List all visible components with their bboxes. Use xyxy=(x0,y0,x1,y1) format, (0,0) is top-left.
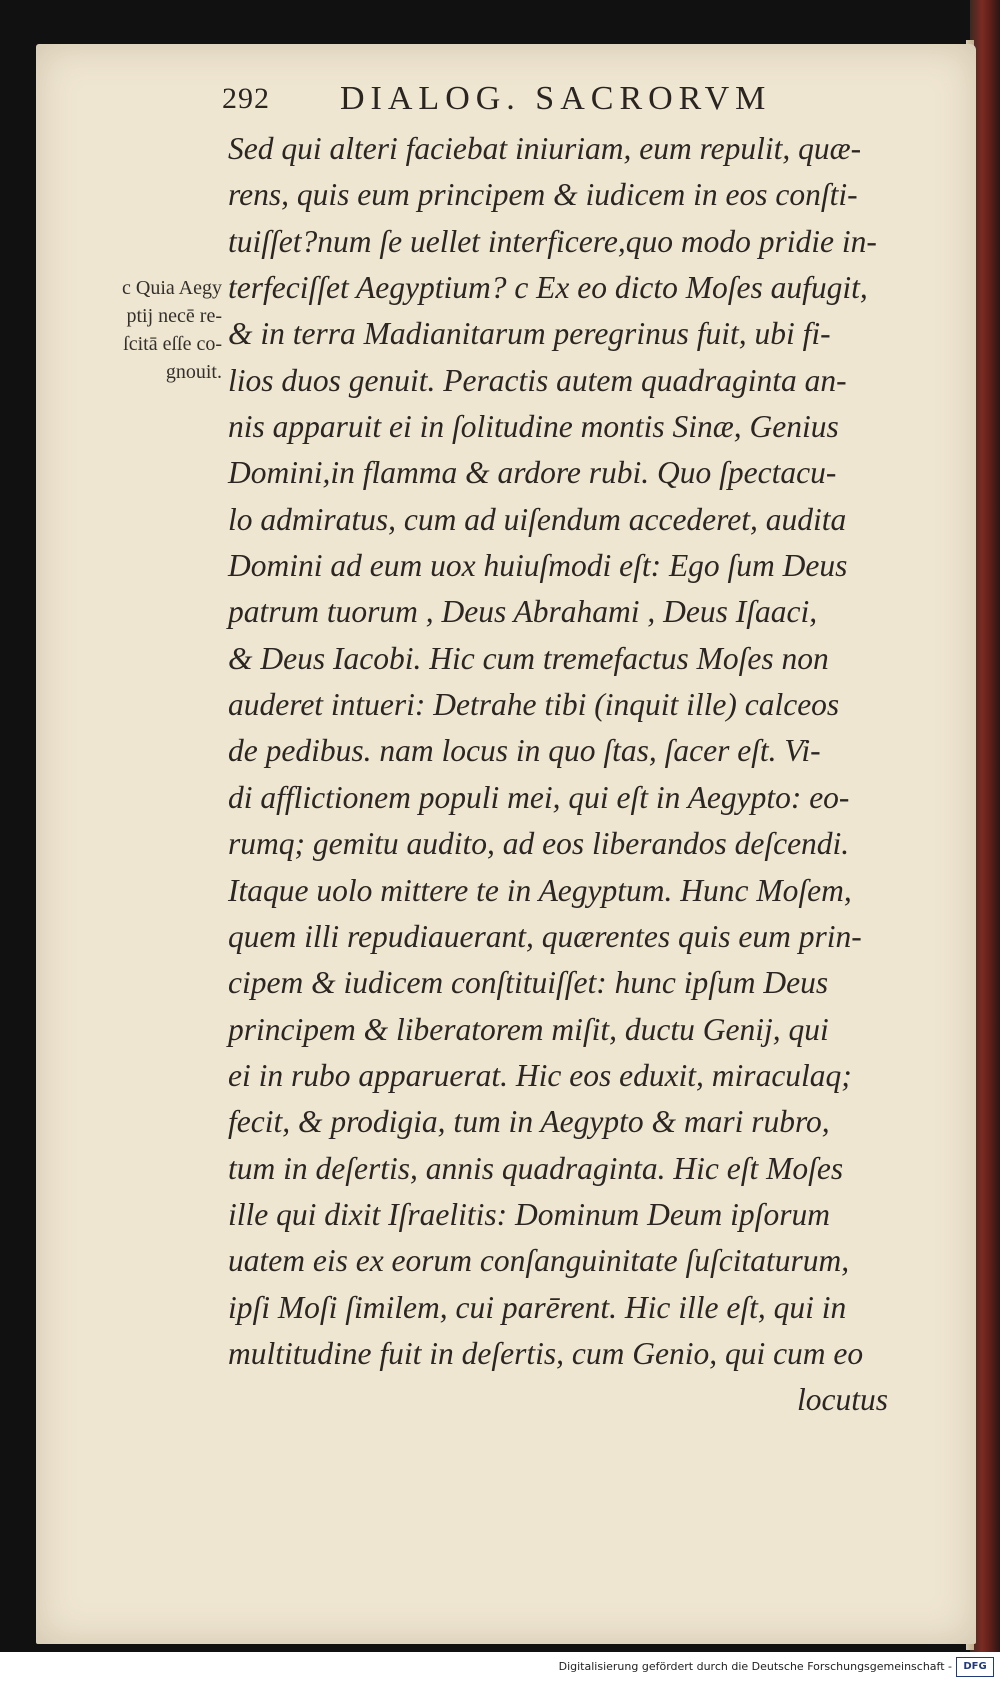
text-line: cipem & iudicem conſtituiſſet: hunc ipſum Deus xyxy=(228,965,829,1001)
text-line: nis apparuit ei in ſolitudine montis Sinæ, Genius xyxy=(228,409,839,445)
marginal-line: gnouit. xyxy=(165,361,222,383)
text-line: principem & liberatorem miſit, ductu Genij, qui xyxy=(228,1011,829,1047)
text-line: di afflictionem populi mei, qui eſt in Aegypto: eo- xyxy=(228,779,850,815)
footer-bar xyxy=(0,1652,1000,1684)
text-line: ei in rubo apparuerat. Hic eos eduxit, miraculaq; xyxy=(228,1057,852,1093)
marginal-line: ptij necē re- xyxy=(126,305,222,327)
text-line: & in terra Madianitarum peregrinus fuit, ubi fi- xyxy=(228,316,831,352)
text-line: rens, quis eum principem & iudicem in eos conſti- xyxy=(228,177,858,213)
text-line: uatem eis ex eorum conſanguinitate ſuſcitaturum, xyxy=(228,1243,850,1279)
marginal-line: ſcitā eſſe co- xyxy=(123,333,222,355)
text-line: Domini,in flamma & ardore rubi. Quo ſpectacu- xyxy=(228,455,837,491)
page-number: 292 xyxy=(222,82,270,115)
text-line: terfeciſſet Aegyptium? c Ex eo dicto Moſes aufugit, xyxy=(228,270,868,306)
text-line: tuiſſet?num ſe uellet interficere,quo modo pridie in- xyxy=(228,223,877,259)
text-line: ille qui dixit Iſraelitis: Dominum Deum ipſorum xyxy=(228,1196,830,1232)
funding-notice: Digitalisierung gefördert durch die Deutsche Forschungsgemeinschaft - xyxy=(558,1660,952,1673)
text-line: de pedibus. nam locus in quo ſtas, ſacer eſt. Vi- xyxy=(228,733,821,769)
marginal-note xyxy=(52,274,222,386)
text-line: Sed qui alteri faciebat iniuriam, eum repulit, quæ- xyxy=(228,131,862,166)
text-line: tum in deſertis, annis quadraginta. Hic eſt Moſes xyxy=(228,1150,844,1186)
text-line: fecit, & prodigia, tum in Aegypto & mari rubro, xyxy=(228,1104,830,1140)
marginal-line: c Quia Aegy xyxy=(122,277,222,299)
text-line: lios duos genuit. Peractis autem quadraginta an- xyxy=(228,362,847,398)
text-line: & Deus Iacobi. Hic cum tremefactus Moſes non xyxy=(228,640,829,676)
text-line: auderet intueri: Detrahe tibi (inquit ille) calceos xyxy=(228,687,840,723)
dfg-logo: DFG xyxy=(956,1657,994,1677)
text-line: ipſi Moſi ſimilem, cui parērent. Hic ille eſt, qui in xyxy=(228,1289,847,1325)
running-head xyxy=(210,80,910,130)
text-line: quem illi repudiauerant, quærentes quis eum prin- xyxy=(228,918,862,954)
catchword: locutus xyxy=(797,1382,888,1418)
body-text xyxy=(228,126,948,1424)
text-line: rumq; gemitu audito, ad eos liberandos deſcendi. xyxy=(228,826,850,862)
text-line: Domini ad eum uox huiuſmodi eſt: Ego ſum Deus xyxy=(228,548,848,584)
running-title: DIALOG. SACRORVM xyxy=(340,80,772,117)
text-line: Itaque uolo mittere te in Aegyptum. Hunc Moſem, xyxy=(228,872,852,908)
text-line: patrum tuorum , Deus Abrahami , Deus Iſaaci, xyxy=(228,594,818,630)
text-line: lo admiratus, cum ad uiſendum accederet, audita xyxy=(228,501,847,537)
text-line: multitudine fuit in deſertis, cum Genio, qui cum eo xyxy=(228,1335,864,1371)
